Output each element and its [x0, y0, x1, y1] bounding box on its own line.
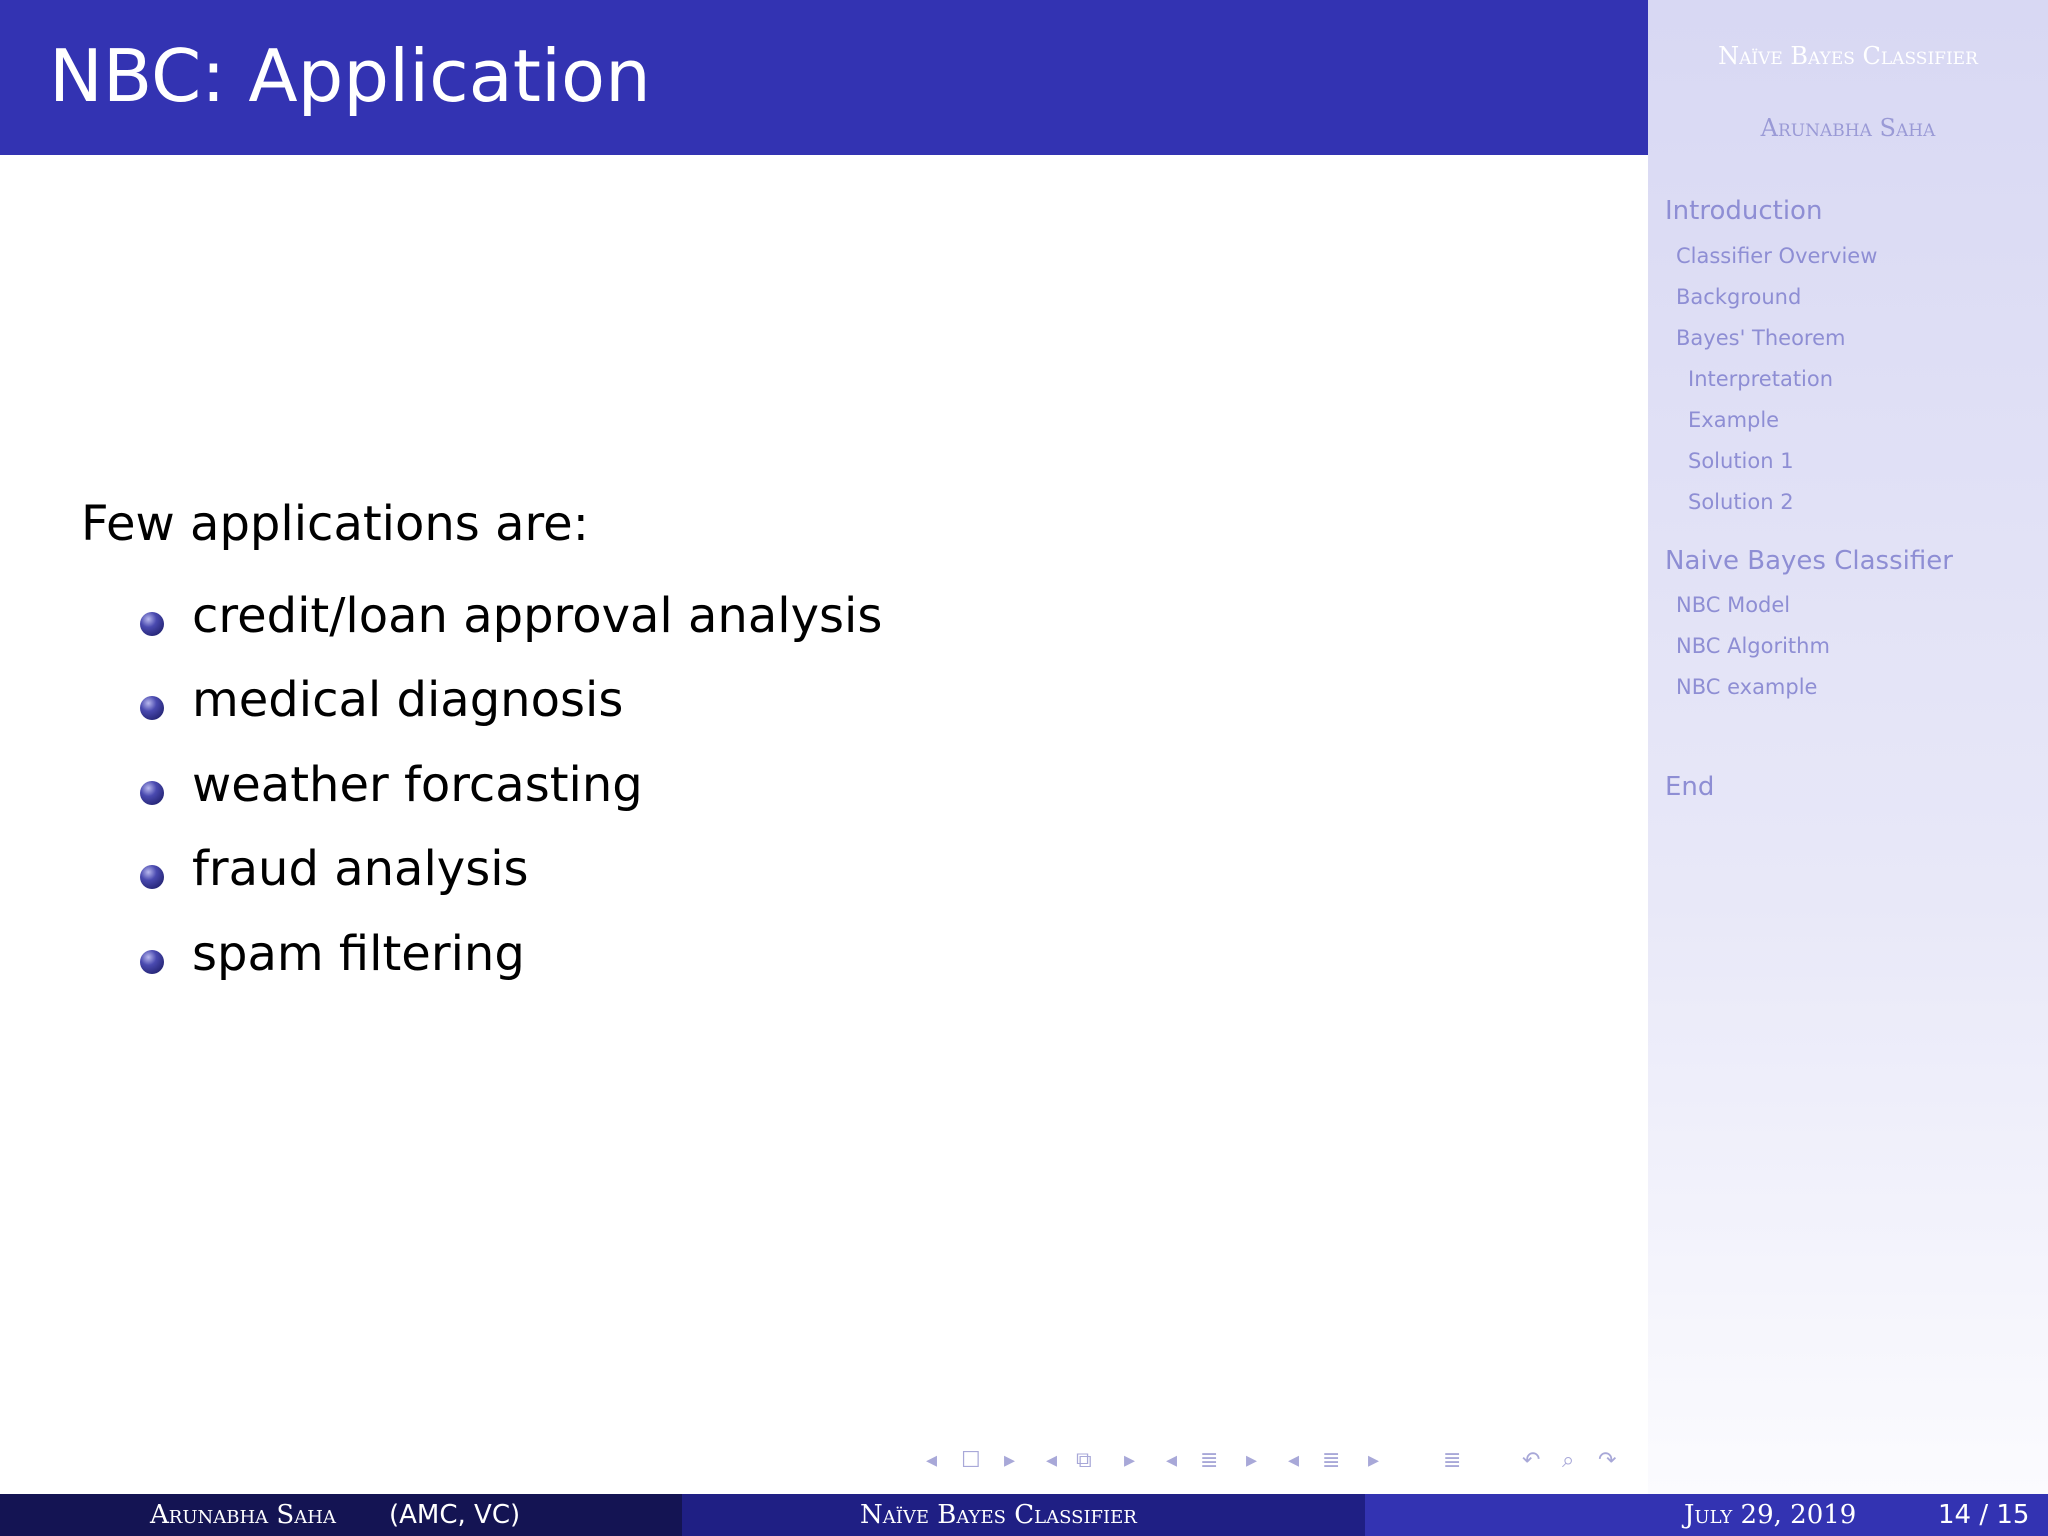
document-icon[interactable]: ≣	[1322, 1448, 1341, 1473]
list-item: weather forcasting	[192, 757, 643, 813]
footer	[0, 1494, 2048, 1536]
prev-frame-icon[interactable]: ◂	[926, 1448, 938, 1473]
subsection-icon[interactable]: ⧉	[1076, 1448, 1092, 1473]
intro-text: Few applications are:	[81, 496, 589, 552]
bullet-icon	[140, 865, 164, 889]
footer-affiliation: (AMC, VC)	[389, 1500, 521, 1530]
appendix-icon[interactable]: ≣	[1443, 1448, 1462, 1473]
list-item: spam filtering	[192, 926, 525, 982]
prev-subsection-icon[interactable]: ◂	[1046, 1448, 1058, 1473]
next-doc-icon[interactable]: ▸	[1368, 1448, 1380, 1473]
sidebar-item-interpretation[interactable]: Interpretation	[1688, 367, 1834, 391]
sidebar-section-naive-bayes[interactable]: Naive Bayes Classifier	[1665, 546, 1953, 576]
next-frame-icon[interactable]: ▸	[1004, 1448, 1016, 1473]
sidebar-presentation-title[interactable]: Naïve Bayes Classifier	[1718, 42, 1978, 70]
bullet-icon	[140, 612, 164, 636]
list-item: credit/loan approval analysis	[192, 588, 883, 644]
sidebar-item-classifier-overview[interactable]: Classifier Overview	[1676, 244, 1878, 268]
sidebar	[1648, 0, 2048, 1494]
bullet-icon	[140, 781, 164, 805]
footer-author: Arunabha Saha	[150, 1500, 336, 1530]
footer-date: July 29, 2019	[1684, 1500, 1857, 1530]
undo-icon[interactable]: ↶	[1522, 1448, 1541, 1473]
section-icon[interactable]: ≣	[1200, 1448, 1219, 1473]
slide-title: NBC: Application	[49, 34, 651, 118]
sidebar-item-background[interactable]: Background	[1676, 285, 1802, 309]
frame-icon[interactable]: ☐	[961, 1448, 981, 1473]
sidebar-item-nbc-algorithm[interactable]: NBC Algorithm	[1676, 634, 1830, 658]
next-subsection-icon[interactable]: ▸	[1124, 1448, 1136, 1473]
sidebar-item-solution-2[interactable]: Solution 2	[1688, 490, 1794, 514]
page-number: 14 / 15	[1938, 1500, 2030, 1530]
sidebar-item-nbc-model[interactable]: NBC Model	[1676, 593, 1791, 617]
redo-icon[interactable]: ↷	[1598, 1448, 1617, 1473]
sidebar-item-example[interactable]: Example	[1688, 408, 1780, 432]
sidebar-item-solution-1[interactable]: Solution 1	[1688, 449, 1794, 473]
footer-date-block	[1365, 1494, 2048, 1536]
list-item: fraud analysis	[192, 841, 529, 897]
sidebar-section-introduction[interactable]: Introduction	[1665, 196, 1823, 226]
footer-title-block	[682, 1494, 1365, 1536]
navigation-bar	[0, 1448, 2048, 1478]
frame-title-bar	[0, 0, 1648, 155]
footer-title: Naïve Bayes Classifier	[860, 1500, 1137, 1530]
prev-section-icon[interactable]: ◂	[1166, 1448, 1178, 1473]
prev-doc-icon[interactable]: ◂	[1288, 1448, 1300, 1473]
list-item: medical diagnosis	[192, 672, 624, 728]
sidebar-author: Arunabha Saha	[1760, 114, 1936, 142]
bullet-icon	[140, 950, 164, 974]
sidebar-section-end[interactable]: End	[1665, 772, 1715, 802]
footer-author-block	[0, 1494, 682, 1536]
sidebar-item-bayes-theorem[interactable]: Bayes' Theorem	[1676, 326, 1846, 350]
next-section-icon[interactable]: ▸	[1246, 1448, 1258, 1473]
bullet-icon	[140, 696, 164, 720]
sidebar-item-nbc-example[interactable]: NBC example	[1676, 675, 1818, 699]
search-icon[interactable]: ⌕	[1562, 1448, 1575, 1473]
